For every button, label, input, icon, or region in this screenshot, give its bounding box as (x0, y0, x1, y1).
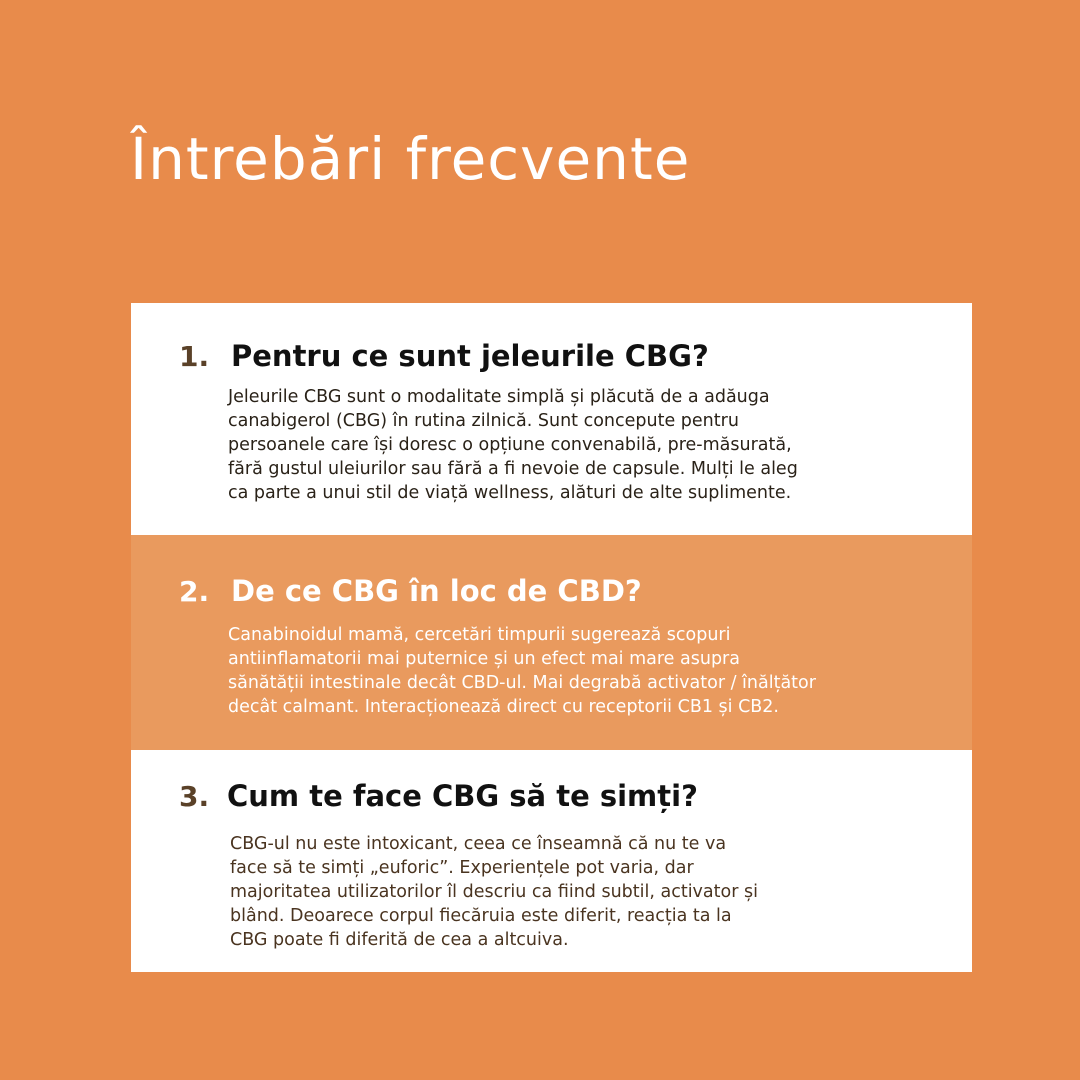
faq-answer-line: canabigerol (CBG) în rutina zilnică. Sunt concepute pentru (228, 411, 739, 431)
faq-answer-line: Canabinoidul mamă, cercetări timpurii sugerează scopuri (228, 625, 731, 645)
faq-answer-line: majoritatea utilizatorilor îl descriu ca fiind subtil, activator și (230, 882, 758, 902)
faq-number: 3. (179, 780, 210, 813)
faq-number: 1. (179, 340, 210, 373)
faq-answer-line: fără gustul uleiurilor sau fără a fi nevoie de capsule. Mulți le aleg (228, 459, 798, 479)
faq-number: 2. (179, 575, 210, 608)
faq-answer-line: face să te simți „euforic”. Experiențele pot varia, dar (230, 858, 694, 878)
faq-answer-line: CBG poate fi diferită de cea a altcuiva. (230, 930, 569, 950)
faq-answer-line: antiinflamatorii mai puternice și un efect mai mare asupra (228, 649, 740, 669)
faq-answer (228, 385, 798, 505)
faq-question: De ce CBG în loc de CBD? (231, 574, 642, 608)
faq-item-3 (131, 750, 972, 972)
faq-answer (230, 832, 758, 952)
faq-answer-line: sănătății intestinale decât CBD-ul. Mai degrabă activator / înălțător (228, 673, 816, 693)
faq-answer-line: Jeleurile CBG sunt o modalitate simplă și plăcută de a adăuga (228, 387, 770, 407)
page-title: Întrebări frecvente (130, 125, 691, 193)
faq-answer-line: ca parte a unui stil de viață wellness, alături de alte suplimente. (228, 483, 792, 503)
faq-answer-line: persoanele care își doresc o opțiune convenabilă, pre-măsurată, (228, 435, 792, 455)
faq-question: Cum te face CBG să te simți? (227, 779, 698, 813)
faq-item-2 (131, 535, 972, 750)
faq-answer-line: decât calmant. Interacționează direct cu receptorii CB1 și CB2. (228, 697, 779, 717)
faq-answer (228, 623, 816, 719)
faq-answer-line: CBG-ul nu este intoxicant, ceea ce înseamnă că nu te va (230, 834, 727, 854)
faq-answer-line: blând. Deoarece corpul fiecăruia este diferit, reacția ta la (230, 906, 732, 926)
faq-question: Pentru ce sunt jeleurile CBG? (231, 339, 709, 373)
faq-item-1 (131, 303, 972, 535)
